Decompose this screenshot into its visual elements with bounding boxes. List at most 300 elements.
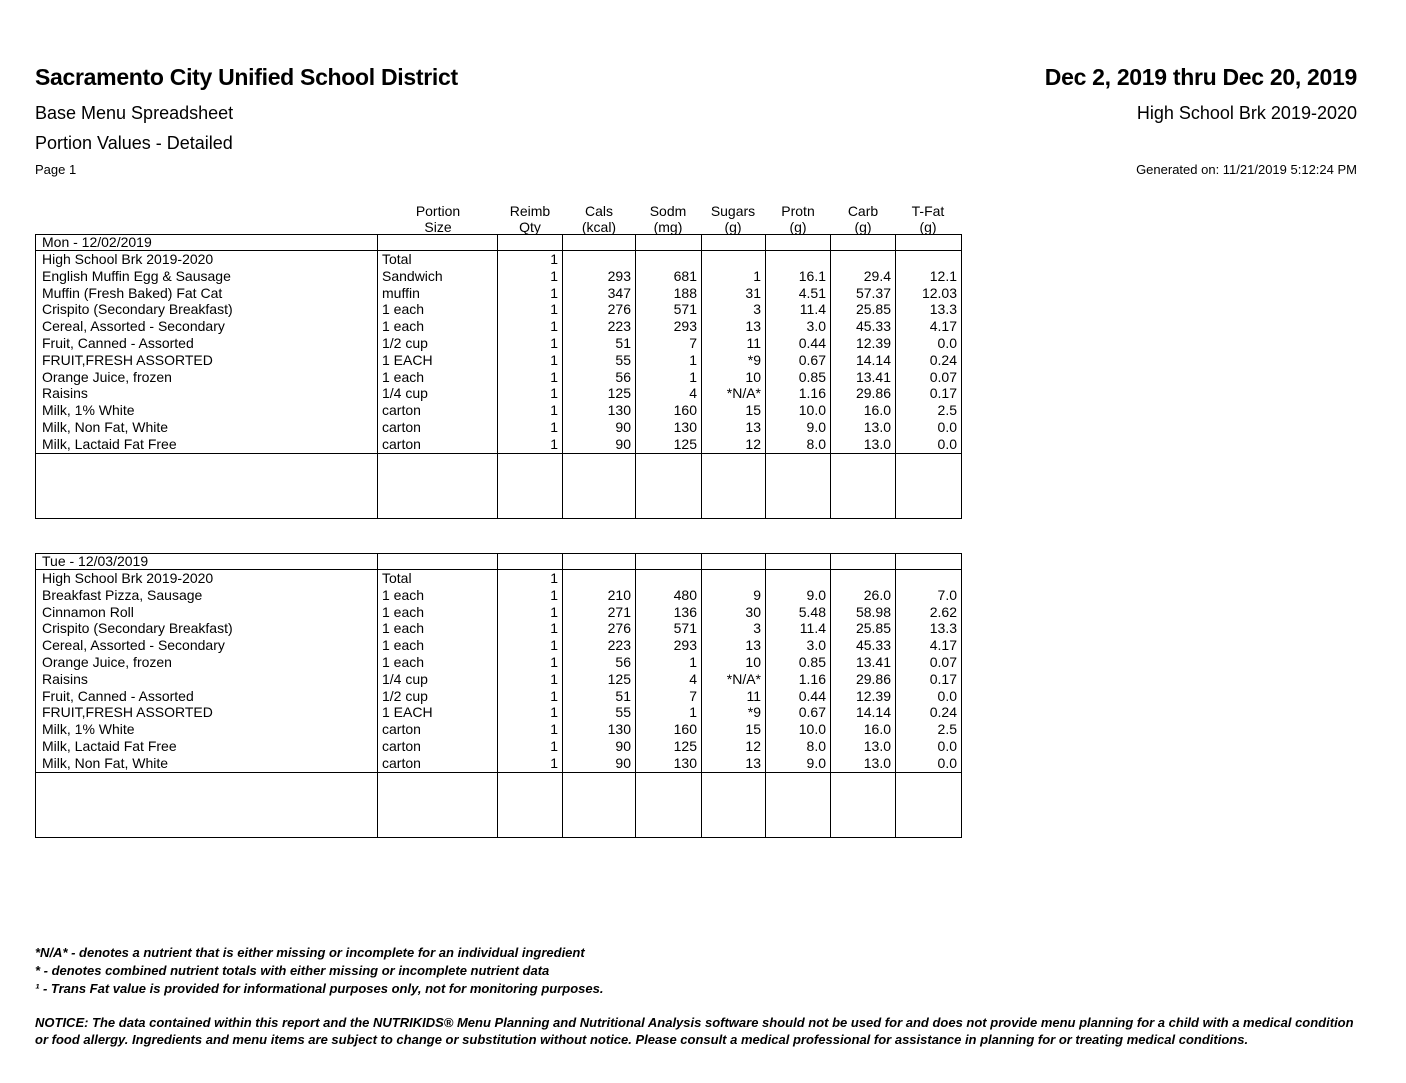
day-header-row bbox=[36, 554, 962, 570]
value-cell bbox=[766, 251, 831, 268]
value-cell: 16.0 bbox=[831, 402, 896, 419]
value-cell: 276 bbox=[563, 301, 636, 318]
value-cell: 13 bbox=[702, 637, 766, 654]
table-row bbox=[36, 352, 962, 369]
value-cell: 12.1 bbox=[896, 268, 962, 285]
value-cell: 3 bbox=[702, 620, 766, 637]
portion-size: 1 each bbox=[378, 654, 498, 671]
value-cell: 12.39 bbox=[831, 335, 896, 352]
value-cell: *9 bbox=[702, 352, 766, 369]
table-row bbox=[36, 704, 962, 721]
spacer-cell bbox=[766, 772, 831, 837]
date-range: Dec 2, 2019 thru Dec 20, 2019 bbox=[1044, 64, 1357, 90]
value-cell: 11.4 bbox=[766, 301, 831, 318]
value-cell: 136 bbox=[636, 604, 702, 621]
value-cell: 3.0 bbox=[766, 637, 831, 654]
value-cell: 2.5 bbox=[896, 402, 962, 419]
column-header-line1: T-Fat bbox=[911, 203, 945, 219]
value-cell: 90 bbox=[563, 436, 636, 453]
value-cell: 130 bbox=[636, 755, 702, 772]
value-cell: 1 bbox=[636, 704, 702, 721]
value-cell: 1 bbox=[498, 704, 563, 721]
item-name: High School Brk 2019-2020 bbox=[36, 251, 378, 268]
value-cell: 0.17 bbox=[896, 385, 962, 402]
column-header-line2: (mg) bbox=[653, 219, 683, 235]
day-header-row bbox=[36, 235, 962, 251]
day-label: Mon - 12/02/2019 bbox=[36, 235, 378, 251]
value-cell: 293 bbox=[563, 268, 636, 285]
value-cell: 29.86 bbox=[831, 385, 896, 402]
value-cell bbox=[702, 570, 766, 587]
item-name: Muffin (Fresh Baked) Fat Cat bbox=[36, 285, 378, 302]
column-header-line1: Protn bbox=[781, 203, 815, 219]
value-cell: 15 bbox=[702, 721, 766, 738]
value-cell: 45.33 bbox=[831, 637, 896, 654]
value-cell: 1 bbox=[498, 637, 563, 654]
value-cell: 13.41 bbox=[831, 654, 896, 671]
value-cell: 13 bbox=[702, 755, 766, 772]
value-cell: 4 bbox=[636, 385, 702, 402]
item-name: Fruit, Canned - Assorted bbox=[36, 335, 378, 352]
table-row bbox=[36, 402, 962, 419]
spacer-cell bbox=[378, 453, 498, 518]
value-cell: 13 bbox=[702, 318, 766, 335]
portion-size: 1 each bbox=[378, 301, 498, 318]
table-row bbox=[36, 587, 962, 604]
portion-size: 1 each bbox=[378, 604, 498, 621]
item-name: Raisins bbox=[36, 671, 378, 688]
value-cell bbox=[831, 570, 896, 587]
day-header-cell bbox=[636, 235, 702, 251]
value-cell: 210 bbox=[563, 587, 636, 604]
value-cell: 571 bbox=[636, 301, 702, 318]
portion-size: 1 each bbox=[378, 318, 498, 335]
value-cell: 13.3 bbox=[896, 620, 962, 637]
spacer-cell bbox=[896, 453, 962, 518]
item-name: Breakfast Pizza, Sausage bbox=[36, 587, 378, 604]
portion-size: carton bbox=[378, 436, 498, 453]
value-cell: 58.98 bbox=[831, 604, 896, 621]
value-cell: 4.17 bbox=[896, 637, 962, 654]
value-cell: 0.0 bbox=[896, 738, 962, 755]
value-cell: 0.07 bbox=[896, 369, 962, 386]
column-header-line2: (g) bbox=[854, 219, 872, 235]
report-title: Sacramento City Unified School District bbox=[35, 64, 458, 90]
value-cell: 1 bbox=[498, 587, 563, 604]
value-cell: 25.85 bbox=[831, 620, 896, 637]
portion-size: 1/2 cup bbox=[378, 335, 498, 352]
item-name: Milk, Lactaid Fat Free bbox=[36, 436, 378, 453]
day-header-cell bbox=[636, 554, 702, 570]
portion-size: carton bbox=[378, 721, 498, 738]
value-cell: 13.41 bbox=[831, 369, 896, 386]
table-row bbox=[36, 268, 962, 285]
table-row bbox=[36, 301, 962, 318]
portion-size: 1 each bbox=[378, 369, 498, 386]
value-cell: 1 bbox=[498, 369, 563, 386]
value-cell: 30 bbox=[702, 604, 766, 621]
item-name: Orange Juice, frozen bbox=[36, 369, 378, 386]
item-name: Milk, Non Fat, White bbox=[36, 755, 378, 772]
portion-size: carton bbox=[378, 738, 498, 755]
value-cell: 12 bbox=[702, 436, 766, 453]
value-cell: 90 bbox=[563, 738, 636, 755]
day-spacer-row bbox=[36, 453, 962, 518]
value-cell: 11 bbox=[702, 688, 766, 705]
item-name: FRUIT,FRESH ASSORTED bbox=[36, 352, 378, 369]
value-cell: 9.0 bbox=[766, 587, 831, 604]
day-header-cell bbox=[896, 235, 962, 251]
value-cell: 0.07 bbox=[896, 654, 962, 671]
item-name: Crispito (Secondary Breakfast) bbox=[36, 301, 378, 318]
value-cell: 13.0 bbox=[831, 755, 896, 772]
table-row bbox=[36, 688, 962, 705]
generated-timestamp: Generated on: 11/21/2019 5:12:24 PM bbox=[1136, 162, 1357, 177]
value-cell: 90 bbox=[563, 755, 636, 772]
table-row bbox=[36, 335, 962, 352]
menu-name: High School Brk 2019-2020 bbox=[1136, 103, 1357, 123]
value-cell: 11.4 bbox=[766, 620, 831, 637]
value-cell: 1 bbox=[498, 301, 563, 318]
day-table bbox=[35, 553, 962, 838]
value-cell: 9.0 bbox=[766, 755, 831, 772]
column-header-line1: Sodm bbox=[649, 203, 687, 219]
value-cell bbox=[831, 251, 896, 268]
value-cell: 15 bbox=[702, 402, 766, 419]
value-cell: 293 bbox=[636, 637, 702, 654]
value-cell: 130 bbox=[563, 402, 636, 419]
value-cell: 1 bbox=[498, 402, 563, 419]
value-cell: 1 bbox=[498, 738, 563, 755]
value-cell: 1 bbox=[498, 604, 563, 621]
portion-size: 1 each bbox=[378, 587, 498, 604]
table-row bbox=[36, 671, 962, 688]
spacer-cell bbox=[702, 772, 766, 837]
value-cell: 13.0 bbox=[831, 738, 896, 755]
table-row bbox=[36, 251, 962, 268]
item-name: High School Brk 2019-2020 bbox=[36, 570, 378, 587]
column-header-line2: (g) bbox=[724, 219, 742, 235]
item-name: Milk, 1% White bbox=[36, 721, 378, 738]
day-header-cell bbox=[498, 235, 563, 251]
column-header-line1: Carb bbox=[847, 203, 879, 219]
value-cell: 1.16 bbox=[766, 385, 831, 402]
portion-size: carton bbox=[378, 419, 498, 436]
value-cell: 1 bbox=[636, 369, 702, 386]
value-cell: 1 bbox=[498, 436, 563, 453]
value-cell: 0.0 bbox=[896, 755, 962, 772]
portion-size: muffin bbox=[378, 285, 498, 302]
value-cell: 2.62 bbox=[896, 604, 962, 621]
value-cell: 13.3 bbox=[896, 301, 962, 318]
value-cell: 125 bbox=[563, 671, 636, 688]
column-header-line2: Size bbox=[424, 219, 452, 235]
portion-size: 1/4 cup bbox=[378, 385, 498, 402]
value-cell: 26.0 bbox=[831, 587, 896, 604]
value-cell: 29.4 bbox=[831, 268, 896, 285]
value-cell: 0.0 bbox=[896, 419, 962, 436]
value-cell: 1 bbox=[498, 570, 563, 587]
footnote-na: *N/A* - denotes a nutrient that is either missing or incomplete for an individual ingredient bbox=[35, 945, 585, 960]
value-cell bbox=[702, 251, 766, 268]
value-cell bbox=[636, 251, 702, 268]
page-number: Page 1 bbox=[35, 162, 77, 177]
column-header-line1: Sugars bbox=[710, 203, 756, 219]
value-cell: 1 bbox=[636, 352, 702, 369]
value-cell: *9 bbox=[702, 704, 766, 721]
value-cell: 10 bbox=[702, 369, 766, 386]
value-cell bbox=[563, 570, 636, 587]
value-cell: 276 bbox=[563, 620, 636, 637]
spacer-cell bbox=[563, 453, 636, 518]
value-cell: 14.14 bbox=[831, 704, 896, 721]
portion-size: Sandwich bbox=[378, 268, 498, 285]
day-header-cell bbox=[378, 554, 498, 570]
day-header-cell bbox=[378, 235, 498, 251]
value-cell: 13 bbox=[702, 419, 766, 436]
column-header bbox=[559, 203, 639, 235]
day-header-cell bbox=[563, 554, 636, 570]
value-cell: 1.16 bbox=[766, 671, 831, 688]
item-name: Cereal, Assorted - Secondary bbox=[36, 318, 378, 335]
item-name: English Muffin Egg & Sausage bbox=[36, 268, 378, 285]
value-cell: 1 bbox=[498, 620, 563, 637]
value-cell: 347 bbox=[563, 285, 636, 302]
value-cell: 57.37 bbox=[831, 285, 896, 302]
column-header-line2: (kcal) bbox=[581, 219, 617, 235]
value-cell: 125 bbox=[636, 436, 702, 453]
spacer-cell bbox=[36, 772, 378, 837]
table-row bbox=[36, 369, 962, 386]
day-header-cell bbox=[831, 235, 896, 251]
spacer-cell bbox=[498, 453, 563, 518]
value-cell: 12.03 bbox=[896, 285, 962, 302]
column-header-line1: Portion bbox=[415, 203, 461, 219]
value-cell: 2.5 bbox=[896, 721, 962, 738]
footnote-combined: * - denotes combined nutrient totals with either missing or incomplete nutrient data bbox=[35, 963, 550, 978]
value-cell: 25.85 bbox=[831, 301, 896, 318]
day-label: Tue - 12/03/2019 bbox=[36, 554, 378, 570]
column-header-line2: (g) bbox=[789, 219, 807, 235]
table-row bbox=[36, 654, 962, 671]
day-spacer-row bbox=[36, 772, 962, 837]
value-cell: *N/A* bbox=[702, 671, 766, 688]
day-table bbox=[35, 234, 962, 519]
item-name: Orange Juice, frozen bbox=[36, 654, 378, 671]
value-cell: 45.33 bbox=[831, 318, 896, 335]
value-cell bbox=[896, 251, 962, 268]
table-row bbox=[36, 419, 962, 436]
value-cell: 0.0 bbox=[896, 335, 962, 352]
day-header-cell bbox=[766, 235, 831, 251]
notice-text: NOTICE: The data contained within this report and the NUTRIKIDS® Menu Planning and Nutritional Analysis software should not be used for and does not provide menu planning for a child with a medical condition or food allergy. Ingredients and menu items are subject to change or substitution without notice. Please consult a medical professional for assistance in planning for or treating medical conditions. bbox=[35, 1015, 1354, 1047]
value-cell: 223 bbox=[563, 318, 636, 335]
spacer-cell bbox=[563, 772, 636, 837]
table-row bbox=[36, 604, 962, 621]
value-cell: 223 bbox=[563, 637, 636, 654]
value-cell: 0.17 bbox=[896, 671, 962, 688]
spacer-cell bbox=[498, 772, 563, 837]
value-cell: 4.17 bbox=[896, 318, 962, 335]
value-cell: 12 bbox=[702, 738, 766, 755]
item-name: Crispito (Secondary Breakfast) bbox=[36, 620, 378, 637]
column-header bbox=[888, 203, 968, 235]
value-cell: 9 bbox=[702, 587, 766, 604]
value-cell: 130 bbox=[563, 721, 636, 738]
day-header-cell bbox=[702, 235, 766, 251]
column-header-line1: Reimb bbox=[509, 203, 551, 219]
value-cell: 56 bbox=[563, 654, 636, 671]
value-cell: 11 bbox=[702, 335, 766, 352]
column-header bbox=[490, 203, 570, 235]
value-cell: 51 bbox=[563, 335, 636, 352]
spacer-cell bbox=[766, 453, 831, 518]
value-cell: 14.14 bbox=[831, 352, 896, 369]
table-row bbox=[36, 385, 962, 402]
spacer-cell bbox=[36, 453, 378, 518]
value-cell: 9.0 bbox=[766, 419, 831, 436]
footnotes bbox=[35, 944, 603, 998]
value-cell: 12.39 bbox=[831, 688, 896, 705]
value-cell: 1 bbox=[636, 654, 702, 671]
column-header-line2: (g) bbox=[919, 219, 937, 235]
table-row bbox=[36, 436, 962, 453]
value-cell: 31 bbox=[702, 285, 766, 302]
spacer-cell bbox=[636, 453, 702, 518]
value-cell: 10.0 bbox=[766, 721, 831, 738]
value-cell: 188 bbox=[636, 285, 702, 302]
value-cell: 1 bbox=[498, 654, 563, 671]
value-cell: 1 bbox=[702, 268, 766, 285]
value-cell: 4 bbox=[636, 671, 702, 688]
value-cell: 271 bbox=[563, 604, 636, 621]
value-cell: 681 bbox=[636, 268, 702, 285]
table-row bbox=[36, 570, 962, 587]
portion-size: carton bbox=[378, 402, 498, 419]
value-cell: 1 bbox=[498, 335, 563, 352]
table-row bbox=[36, 755, 962, 772]
value-cell bbox=[636, 570, 702, 587]
value-cell bbox=[896, 570, 962, 587]
footnote-transfat: ¹ - Trans Fat value is provided for informational purposes only, not for monitoring purposes. bbox=[35, 981, 604, 996]
value-cell: 1 bbox=[498, 352, 563, 369]
value-cell: 56 bbox=[563, 369, 636, 386]
item-name: Cereal, Assorted - Secondary bbox=[36, 637, 378, 654]
portion-size: 1/4 cup bbox=[378, 671, 498, 688]
value-cell: 55 bbox=[563, 704, 636, 721]
value-cell: 7 bbox=[636, 688, 702, 705]
column-header-line1: Cals bbox=[584, 203, 613, 219]
table-row bbox=[36, 620, 962, 637]
portion-size: 1 each bbox=[378, 637, 498, 654]
value-cell: 13.0 bbox=[831, 419, 896, 436]
day-header-cell bbox=[498, 554, 563, 570]
value-cell: 0.44 bbox=[766, 688, 831, 705]
day-header-cell bbox=[831, 554, 896, 570]
value-cell: 0.85 bbox=[766, 654, 831, 671]
value-cell: 1 bbox=[498, 671, 563, 688]
portion-size: 1 EACH bbox=[378, 704, 498, 721]
item-name: Milk, Lactaid Fat Free bbox=[36, 738, 378, 755]
value-cell: 0.67 bbox=[766, 352, 831, 369]
value-cell: 0.24 bbox=[896, 352, 962, 369]
portion-size: carton bbox=[378, 755, 498, 772]
table-row bbox=[36, 318, 962, 335]
value-cell: 125 bbox=[563, 385, 636, 402]
value-cell: 480 bbox=[636, 587, 702, 604]
value-cell: 1 bbox=[498, 688, 563, 705]
value-cell: 1 bbox=[498, 385, 563, 402]
value-cell bbox=[766, 570, 831, 587]
value-cell: 1 bbox=[498, 755, 563, 772]
value-cell: 293 bbox=[636, 318, 702, 335]
day-header-cell bbox=[766, 554, 831, 570]
value-cell: 3 bbox=[702, 301, 766, 318]
value-cell: 13.0 bbox=[831, 436, 896, 453]
value-cell: 8.0 bbox=[766, 436, 831, 453]
item-name: Cinnamon Roll bbox=[36, 604, 378, 621]
spacer-cell bbox=[831, 772, 896, 837]
spacer-cell bbox=[896, 772, 962, 837]
value-cell: 571 bbox=[636, 620, 702, 637]
value-cell: 0.85 bbox=[766, 369, 831, 386]
portion-size: 1/2 cup bbox=[378, 688, 498, 705]
value-cell bbox=[563, 251, 636, 268]
value-cell: *N/A* bbox=[702, 385, 766, 402]
day-header-cell bbox=[702, 554, 766, 570]
spacer-cell bbox=[378, 772, 498, 837]
value-cell: 7 bbox=[636, 335, 702, 352]
value-cell: 0.0 bbox=[896, 688, 962, 705]
value-cell: 90 bbox=[563, 419, 636, 436]
value-cell: 1 bbox=[498, 419, 563, 436]
value-cell: 8.0 bbox=[766, 738, 831, 755]
value-cell: 160 bbox=[636, 402, 702, 419]
value-cell: 1 bbox=[498, 268, 563, 285]
table-row bbox=[36, 738, 962, 755]
value-cell: 4.51 bbox=[766, 285, 831, 302]
value-cell: 7.0 bbox=[896, 587, 962, 604]
portion-size: Total bbox=[378, 251, 498, 268]
value-cell: 1 bbox=[498, 721, 563, 738]
report-subtitle: Base Menu Spreadsheet bbox=[35, 103, 234, 123]
report-type: Portion Values - Detailed bbox=[35, 133, 233, 153]
day-header-cell bbox=[896, 554, 962, 570]
value-cell: 10.0 bbox=[766, 402, 831, 419]
spacer-cell bbox=[831, 453, 896, 518]
value-cell: 125 bbox=[636, 738, 702, 755]
column-header-line2: Qty bbox=[519, 219, 541, 235]
value-cell: 0.24 bbox=[896, 704, 962, 721]
table-row bbox=[36, 285, 962, 302]
value-cell: 3.0 bbox=[766, 318, 831, 335]
value-cell: 55 bbox=[563, 352, 636, 369]
spacer-cell bbox=[702, 453, 766, 518]
column-header bbox=[398, 203, 478, 235]
value-cell: 1 bbox=[498, 285, 563, 302]
value-cell: 1 bbox=[498, 251, 563, 268]
table-row bbox=[36, 721, 962, 738]
value-cell: 51 bbox=[563, 688, 636, 705]
value-cell: 0.0 bbox=[896, 436, 962, 453]
day-header-cell bbox=[563, 235, 636, 251]
item-name: Raisins bbox=[36, 385, 378, 402]
portion-size: Total bbox=[378, 570, 498, 587]
value-cell: 0.44 bbox=[766, 335, 831, 352]
value-cell: 29.86 bbox=[831, 671, 896, 688]
item-name: Milk, 1% White bbox=[36, 402, 378, 419]
item-name: FRUIT,FRESH ASSORTED bbox=[36, 704, 378, 721]
